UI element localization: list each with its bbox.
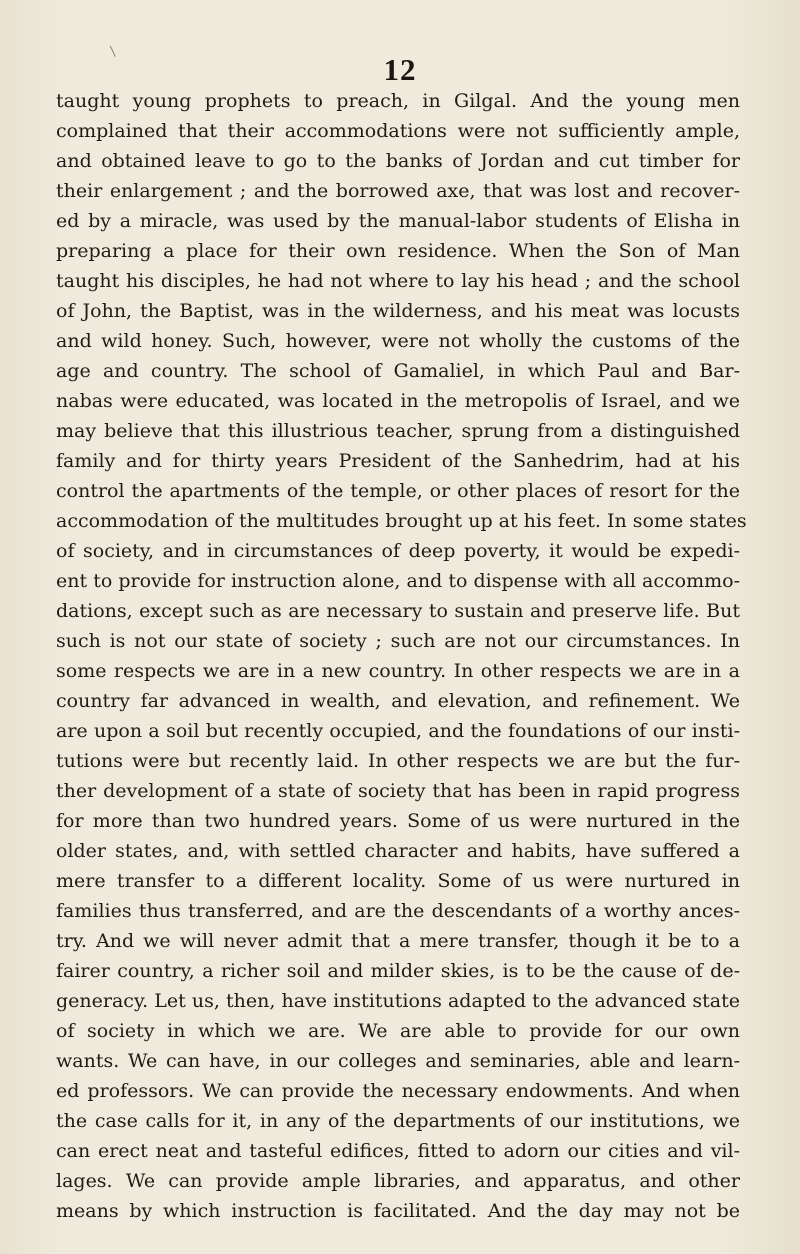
text-line: ent to provide for instruction alone, and to dispense with all accommo- [56, 570, 740, 592]
text-line: family and for thirty years President of the Sanhedrim, had at his [56, 450, 740, 472]
text-line: ther development of a state of society that has been in rapid progress [56, 780, 740, 802]
text-line: taught his disciples, he had not where to lay his head ; and the school [56, 270, 740, 292]
page-number: 12 [383, 52, 417, 87]
text-line: country far advanced in wealth, and elevation, and refinement. We [56, 690, 740, 712]
text-line: fairer country, a richer soil and milder skies, is to be the cause of de- [56, 960, 740, 982]
text-line: such is not our state of society ; such are not our circumstances. In [56, 630, 740, 652]
text-line: for more than two hundred years. Some of us were nurtured in the [56, 810, 740, 832]
text-line: some respects we are in a new country. In other respects we are in a [56, 660, 740, 682]
text-line: wants. We can have, in our colleges and seminaries, able and learn- [56, 1050, 740, 1072]
text-line: the case calls for it, in any of the departments of our institutions, we [56, 1110, 740, 1132]
text-line: and obtained leave to go to the banks of Jordan and cut timber for [56, 150, 740, 172]
text-line: preparing a place for their own residence. When the Son of Man [56, 240, 740, 262]
body-text [56, 86, 747, 1226]
text-line: of society in which we are. We are able to provide for our own [56, 1020, 740, 1042]
text-line: ed professors. We can provide the necessary endowments. And when [56, 1080, 740, 1102]
text-line: nabas were educated, was located in the metropolis of Israel, and we [56, 390, 740, 412]
text-line: accommodation of the multitudes brought up at his feet. In some states [56, 510, 747, 532]
text-line: lages. We can provide ample libraries, and apparatus, and other [56, 1170, 740, 1192]
text-line: means by which instruction is facilitated. And the day may not be [56, 1200, 740, 1222]
text-line: of John, the Baptist, was in the wilderness, and his meat was locusts [56, 300, 740, 322]
text-line: are upon a soil but recently occupied, and the foundations of our insti- [56, 720, 740, 742]
text-line: can erect neat and tasteful edifices, fitted to adorn our cities and vil- [56, 1140, 740, 1162]
text-line: ed by a miracle, was used by the manual-labor students of Elisha in [56, 210, 740, 232]
text-line: dations, except such as are necessary to sustain and preserve life. But [56, 600, 740, 622]
text-line: of society, and in circumstances of deep poverty, it would be expedi- [56, 540, 740, 562]
text-line: may believe that this illustrious teacher, sprung from a distinguished [56, 420, 740, 442]
text-line: tutions were but recently laid. In other respects we are but the fur- [56, 750, 740, 772]
text-line: taught young prophets to preach, in Gilgal. And the young men [56, 90, 740, 112]
text-line: families thus transferred, and are the descendants of a worthy ances- [56, 900, 740, 922]
text-line: mere transfer to a different locality. Some of us were nurtured in [56, 870, 740, 892]
text-line: generacy. Let us, then, have institutions adapted to the advanced state [56, 990, 740, 1012]
text-line: age and country. The school of Gamaliel, in which Paul and Bar- [56, 360, 740, 382]
text-line: older states, and, with settled character and habits, have suffered a [56, 840, 740, 862]
text-line: complained that their accommodations were not sufficiently ample, [56, 120, 740, 142]
text-line: their enlargement ; and the borrowed axe, that was lost and recover- [56, 180, 740, 202]
text-line: and wild honey. Such, however, were not wholly the customs of the [56, 330, 740, 352]
text-line: control the apartments of the temple, or other places of resort for the [56, 480, 740, 502]
text-line: try. And we will never admit that a mere transfer, though it be to a [56, 930, 740, 952]
